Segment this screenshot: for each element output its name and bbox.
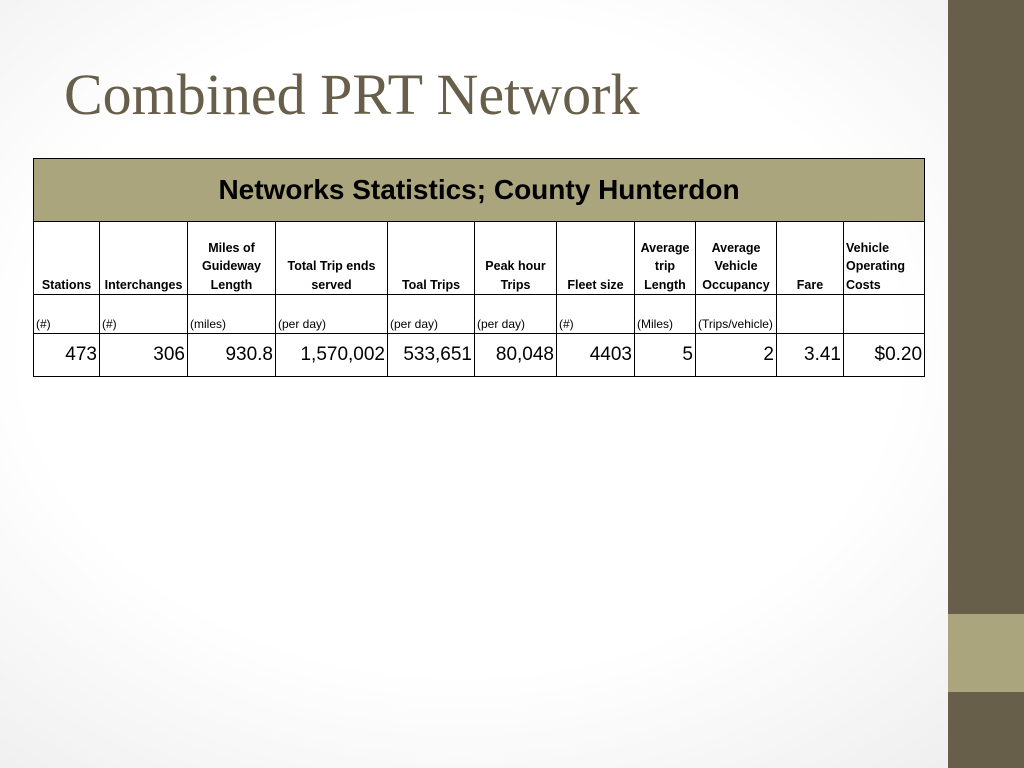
unit-cell: (per day) (475, 295, 557, 334)
column-header-vehicle-occupancy: Average Vehicle Occupancy (696, 222, 777, 295)
statistics-table (33, 158, 925, 377)
column-header-trip-ends: Total Trip ends served (276, 222, 388, 295)
column-header-average-trip-length: Average trip Length (635, 222, 696, 295)
value-row (34, 334, 925, 377)
value-cell-trip-ends: 1,570,002 (276, 334, 388, 377)
value-cell-fleet-size: 4403 (557, 334, 635, 377)
column-header-guideway-length: Miles of Guideway Length (188, 222, 276, 295)
value-cell-total-trips: 533,651 (388, 334, 475, 377)
unit-row (34, 295, 925, 334)
unit-cell (777, 295, 844, 334)
column-header-row (34, 222, 925, 295)
column-header-stations: Stations (34, 222, 100, 295)
value-cell-vehicle-occupancy: 2 (696, 334, 777, 377)
unit-cell: (#) (100, 295, 188, 334)
column-header-peak-hour-trips: Peak hour Trips (475, 222, 557, 295)
unit-cell: (#) (34, 295, 100, 334)
value-cell-peak-hour-trips: 80,048 (475, 334, 557, 377)
value-cell-stations: 473 (34, 334, 100, 377)
column-header-fare: Fare (777, 222, 844, 295)
slide-title: Combined PRT Network (64, 62, 640, 127)
column-header-operating-costs: Vehicle Operating Costs (844, 222, 925, 295)
value-cell-operating-costs: $0.20 (844, 334, 925, 377)
unit-cell: (Trips/vehicle) (696, 295, 777, 334)
column-header-fleet-size: Fleet size (557, 222, 635, 295)
unit-cell: (per day) (388, 295, 475, 334)
value-cell-fare: 3.41 (777, 334, 844, 377)
unit-cell: (per day) (276, 295, 388, 334)
value-cell-guideway-length: 930.8 (188, 334, 276, 377)
value-cell-interchanges: 306 (100, 334, 188, 377)
unit-cell: (Miles) (635, 295, 696, 334)
sidebar-accent-block (948, 614, 1024, 692)
table-caption: Networks Statistics; County Hunterdon (34, 159, 925, 222)
unit-cell: (#) (557, 295, 635, 334)
unit-cell (844, 295, 925, 334)
column-header-interchanges: Interchanges (100, 222, 188, 295)
column-header-total-trips: Toal Trips (388, 222, 475, 295)
unit-cell: (miles) (188, 295, 276, 334)
value-cell-average-trip-length: 5 (635, 334, 696, 377)
